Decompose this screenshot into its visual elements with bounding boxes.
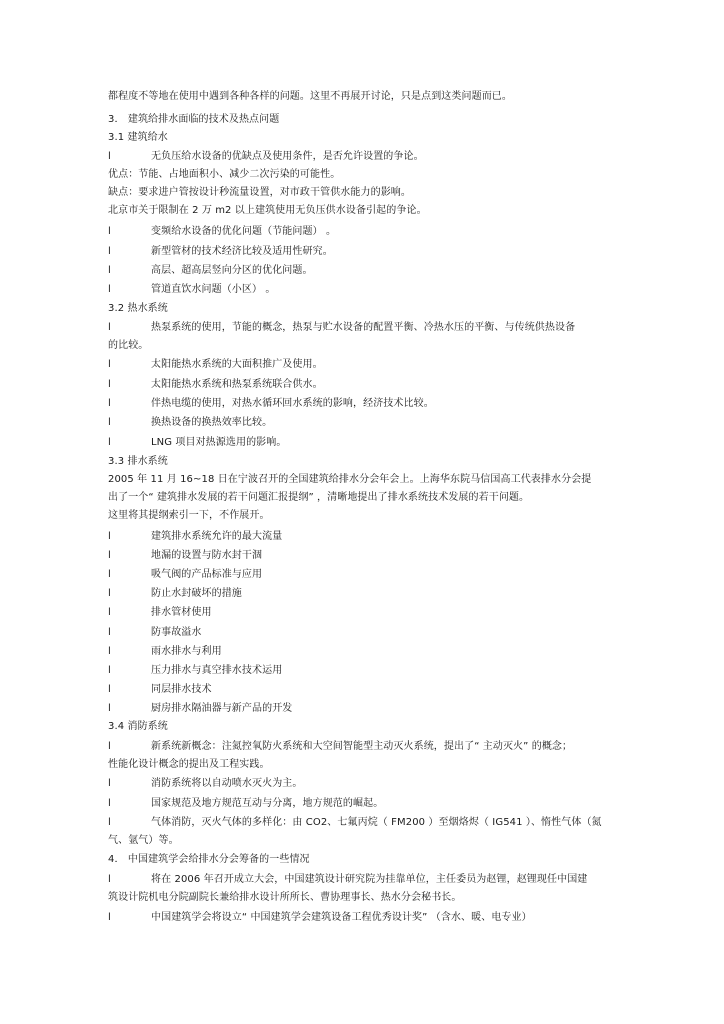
bullet-marker: l <box>108 246 111 257</box>
bullet-item: 太阳能热水系统和热泵系统联合供水。 <box>151 379 323 390</box>
bullet-item: 伴热电缆的使用，对热水循环回水系统的影响，经济技术比较。 <box>151 398 434 409</box>
subsection-heading-3-1: 3.1 建筑给水 <box>108 132 168 143</box>
bullet-marker: l <box>108 398 111 409</box>
paragraph-line: 出了一个“ 建筑排水发展的若干问题汇报提纲” ，清晰地提出了排水系统技术发展的若干问题。 <box>108 492 530 503</box>
bullet-item: 将在 2006 年召开成立大会，中国建筑设计研究院为挂靠单位，主任委员为赵锂，赵锂现任中国建 <box>151 874 588 885</box>
paragraph-line: 优点：节能、占地面积小、减少二次污染的可能性。 <box>108 169 341 180</box>
bullet-item: 热泵系统的使用，节能的概念，热泵与贮水设备的配置平衡、冷热水压的平衡、与传统供热设备 <box>151 322 576 333</box>
bullet-marker: l <box>108 569 111 580</box>
bullet-item: 吸气阀的产品标准与应用 <box>151 569 263 580</box>
bullet-marker: l <box>108 379 111 390</box>
bullet-item: 国家规范及地方规范互动与分离，地方规范的崛起。 <box>151 798 384 809</box>
bullet-item: 新系统新概念：注氮控氧防火系统和大空间智能型主动灭火系统，提出了“ 主动灭火” 的概念； <box>151 741 573 752</box>
bullet-marker: l <box>108 646 111 657</box>
bullet-marker: l <box>108 665 111 676</box>
bullet-item: LNG 项目对热源选用的影响。 <box>151 437 287 448</box>
bullet-marker: l <box>108 226 111 237</box>
bullet-item: 太阳能热水系统的大面积推广及使用。 <box>151 359 323 370</box>
bullet-marker: l <box>108 359 111 370</box>
paragraph-line: 的比较。 <box>108 340 149 351</box>
bullet-marker: l <box>108 322 111 333</box>
section-heading-4: 4． 中国建筑学会给排水分会筹备的一些情况 <box>108 854 310 865</box>
bullet-marker: l <box>108 417 111 428</box>
bullet-marker: l <box>108 912 111 923</box>
bullet-marker: l <box>108 607 111 618</box>
paragraph-line: 这里将其提纲索引一下，不作展开。 <box>108 510 270 521</box>
paragraph-line: 2005 年 11 月 16~18 日在宁波召开的全国建筑给排水分会年会上。上海华东院马信国高工代表排水分会提 <box>108 474 592 485</box>
subsection-heading-3-2: 3.2 热水系统 <box>108 303 168 314</box>
bullet-item: 雨水排水与利用 <box>151 646 222 657</box>
bullet-marker: l <box>108 284 111 295</box>
bullet-item: 气体消防，灭火气体的多样化：由 CO2、七氟丙烷（ FM200 ）至烟烙烬（ IG541 ）、惰性气体（氮 <box>151 817 602 828</box>
bullet-marker: l <box>108 778 111 789</box>
bullet-item: 地漏的设置与防水封干涸 <box>151 550 263 561</box>
bullet-item: 新型管材的技术经济比较及适用性研究。 <box>151 246 333 257</box>
bullet-marker: l <box>108 741 111 752</box>
bullet-marker: l <box>108 684 111 695</box>
subsection-heading-3-4: 3.4 消防系统 <box>108 721 168 732</box>
bullet-marker: l <box>108 437 111 448</box>
bullet-item: 变频给水设备的优化问题（节能问题） 。 <box>151 226 337 237</box>
bullet-marker: l <box>108 588 111 599</box>
bullet-item: 换热设备的换热效率比较。 <box>151 417 273 428</box>
bullet-item: 压力排水与真空排水技术运用 <box>151 665 283 676</box>
bullet-marker: l <box>108 531 111 542</box>
bullet-item: 消防系统将以自动喷水灭火为主。 <box>151 778 303 789</box>
bullet-item: 厨房排水隔油器与新产品的开发 <box>151 703 293 714</box>
bullet-item: 中国建筑学会将设立“ 中国建筑学会建筑设备工程优秀设计奖” （含水、暖、电专业） <box>151 912 532 923</box>
bullet-marker: l <box>108 798 111 809</box>
bullet-item: 建筑排水系统允许的最大流量 <box>151 531 283 542</box>
paragraph-line: 气、氩气）等。 <box>108 835 179 846</box>
bullet-item: 管道直饮水问题（小区） 。 <box>151 284 276 295</box>
bullet-item: 防事故溢水 <box>151 627 202 638</box>
paragraph-intro: 都程度不等地在使用中遇到各种各样的问题。这里不再展开讨论，只是点到这类问题而已。 <box>108 91 512 102</box>
bullet-marker: l <box>108 874 111 885</box>
bullet-item: 防止水封破坏的措施 <box>151 588 242 599</box>
bullet-marker: l <box>108 550 111 561</box>
section-heading-3: 3． 建筑给排水面临的技术及热点问题 <box>108 114 280 125</box>
bullet-marker: l <box>108 703 111 714</box>
paragraph-line: 性能化设计概念的提出及工程实践。 <box>108 759 270 770</box>
bullet-item: 排水管材使用 <box>151 607 212 618</box>
paragraph-line: 缺点：要求进户管按设计秒流量设置，对市政干管供水能力的影响。 <box>108 187 411 198</box>
paragraph-line: 筑设计院机电分院副院长兼给排水设计所所长、曹协理事长、热水分会秘书长。 <box>108 892 462 903</box>
bullet-marker: l <box>108 265 111 276</box>
subsection-heading-3-3: 3.3 排水系统 <box>108 456 168 467</box>
bullet-marker: l <box>108 817 111 828</box>
paragraph-line: 北京市关于限制在 2 万 m2 以上建筑使用无负压供水设备引起的争论。 <box>108 205 427 216</box>
bullet-marker: l <box>108 151 111 162</box>
bullet-item: 高层、超高层竖向分区的优化问题。 <box>151 265 313 276</box>
bullet-item: 无负压给水设备的优缺点及使用条件，是否允许设置的争论。 <box>151 151 424 162</box>
bullet-marker: l <box>108 627 111 638</box>
bullet-item: 同层排水技术 <box>151 684 212 695</box>
